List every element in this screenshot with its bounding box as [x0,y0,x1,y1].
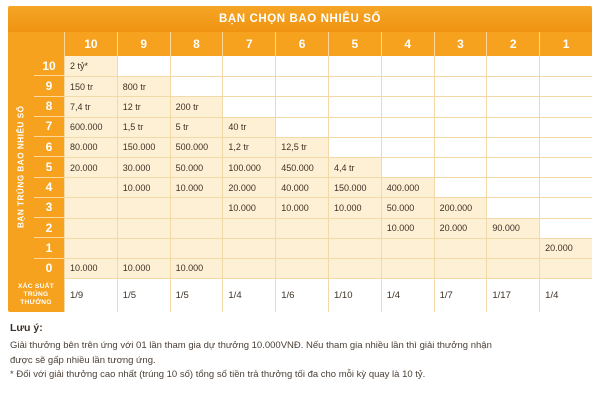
prize-cell [117,218,170,238]
prize-cell [434,117,487,137]
probability-cell: 1/4 [222,278,275,312]
probability-cell: 1/5 [170,278,223,312]
probability-cell: 1/7 [434,278,487,312]
prize-cell [539,96,592,116]
prize-cell [222,258,275,278]
prize-cell: 80.000 [64,137,117,157]
prize-cell [486,238,539,258]
row-number: 9 [34,75,64,95]
prize-cell [381,76,434,96]
prize-cell [434,258,487,278]
prize-cell [539,56,592,76]
column-header-cell: 2 [486,32,539,56]
prize-cell [539,76,592,96]
prize-cell: 400.000 [381,177,434,197]
prize-cell [64,218,117,238]
prize-cell: 30.000 [117,157,170,177]
table-row [64,96,592,116]
table-row [64,258,592,278]
prize-cell [328,258,381,278]
prize-cell: 10.000 [328,197,381,217]
prize-cell: 200 tr [170,96,223,116]
column-header-cell: 9 [117,32,170,56]
prize-cell [539,177,592,197]
prize-cell: 2 tỷ* [64,56,117,76]
prize-cell: 5 tr [170,117,223,137]
prize-cell [381,238,434,258]
prize-cell: 150.000 [117,137,170,157]
probability-cell: 1/17 [486,278,539,312]
prize-cell [539,218,592,238]
column-header-cell: 3 [434,32,487,56]
prize-cell: 10.000 [170,258,223,278]
prize-cell: 10.000 [64,258,117,278]
prize-cell: 40 tr [222,117,275,137]
prize-cell [328,238,381,258]
column-header-row [8,32,592,56]
prize-cell: 500.000 [170,137,223,157]
prize-cell [275,96,328,116]
prize-cell [539,197,592,217]
prize-cell [434,157,487,177]
table-body [8,56,592,278]
prize-cell: 10.000 [117,258,170,278]
row-number: 1 [34,237,64,257]
prize-cell [64,238,117,258]
prize-cell [328,117,381,137]
prize-cell [275,218,328,238]
column-header-cell: 7 [222,32,275,56]
prize-cell [275,258,328,278]
prize-cell: 800 tr [117,76,170,96]
prize-cell: 450.000 [275,157,328,177]
prize-cell: 12 tr [117,96,170,116]
prize-cell [381,96,434,116]
table-row [64,117,592,137]
prize-cell [328,96,381,116]
row-number: 0 [34,258,64,278]
prize-cell: 12,5 tr [275,137,328,157]
prize-cell: 1,5 tr [117,117,170,137]
prize-cell [170,56,223,76]
probability-cell: 1/4 [381,278,434,312]
prize-cell [275,117,328,137]
prize-cell [539,137,592,157]
prize-cell [434,238,487,258]
table-row [64,76,592,96]
prize-cell [486,76,539,96]
prize-cell [434,96,487,116]
row-number: 2 [34,217,64,237]
header-corner-cell [8,32,64,56]
probability-row [8,278,592,312]
prize-cell [381,157,434,177]
row-number-list [34,56,64,278]
notes-line-1: Giải thưởng bên trên ứng với 01 lần tham gia dự thưởng 10.000VNĐ. Nếu tham gia nhiều lần thì giải thưởng nhận [10,340,492,351]
column-header-cell: 6 [275,32,328,56]
prize-cell [486,157,539,177]
row-number: 7 [34,116,64,136]
column-header-cell: 8 [170,32,223,56]
prize-cell: 4,4 tr [328,157,381,177]
row-number: 5 [34,156,64,176]
page-title: BẠN CHỌN BAO NHIÊU SỐ [8,6,592,32]
probability-cell: 1/5 [117,278,170,312]
prize-cell: 600.000 [64,117,117,137]
prize-cell [381,258,434,278]
prize-cell [275,76,328,96]
prize-cell [328,56,381,76]
table-row [64,197,592,217]
prize-cell: 40.000 [275,177,328,197]
row-axis-label: BẠN TRÚNG BAO NHIÊU SỐ [16,105,26,229]
prize-cell [328,137,381,157]
prize-cell [222,56,275,76]
table-row [64,218,592,238]
prize-cell [64,197,117,217]
prize-cell [328,76,381,96]
row-number: 10 [42,58,56,73]
prize-cell: 20.000 [222,177,275,197]
prize-cell [222,218,275,238]
probability-row-label: XÁC SUẤT TRÚNG THƯỞNG [8,278,64,312]
prize-cell [170,76,223,96]
prize-cell: 150.000 [328,177,381,197]
column-header-cell: 1 [539,32,592,56]
prize-cell: 50.000 [381,197,434,217]
prize-cell: 10.000 [170,177,223,197]
prize-cell [222,96,275,116]
row-number: 4 [34,177,64,197]
prize-cell [117,56,170,76]
column-header-cell: 5 [328,32,381,56]
prize-cell [222,76,275,96]
prize-cell [486,56,539,76]
prize-cell [170,238,223,258]
prize-cell: 50.000 [170,157,223,177]
prize-cell [434,76,487,96]
prize-cell [539,117,592,137]
prize-cell: 20.000 [64,157,117,177]
prize-cell: 10.000 [275,197,328,217]
prize-cell [434,177,487,197]
prize-cell: 1,2 tr [222,137,275,157]
prize-cell [486,96,539,116]
probability-cell: 1/9 [64,278,117,312]
table-row [64,238,592,258]
column-header-cell: 10 [64,32,117,56]
prize-cell [275,56,328,76]
prize-cell: 7,4 tr [64,96,117,116]
prize-cell [222,238,275,258]
prize-cell [170,197,223,217]
column-header-cell: 4 [381,32,434,56]
prize-cell [486,137,539,157]
table-row [64,177,592,197]
prize-cell: 200.000 [434,197,487,217]
prize-cell: 10.000 [381,218,434,238]
prize-cell [434,137,487,157]
row-number: 3 [34,197,64,217]
table-row [64,56,592,76]
prize-cell [486,117,539,137]
notes-title: Lưu ý: [10,322,43,334]
prize-cell [486,258,539,278]
row-number: 8 [34,96,64,116]
table-row [64,137,592,157]
notes-line-3: * Đối với giải thưởng cao nhất (trúng 10 số) tổng số tiền trả thưởng tối đa cho mỗi kỳ quay là 10 tỷ. [10,369,426,381]
prize-cell [539,157,592,177]
row-label-column [8,56,64,278]
prize-cell: 10.000 [222,197,275,217]
prize-cell [539,258,592,278]
probability-cell: 1/10 [328,278,381,312]
prize-cell [275,238,328,258]
prize-cell: 20.000 [539,238,592,258]
probability-cell: 1/4 [539,278,592,312]
prize-cell [117,238,170,258]
prize-cell [117,197,170,217]
prize-grid [64,56,592,278]
prize-cell [381,117,434,137]
notes-section [10,322,590,383]
probability-cell: 1/6 [275,278,328,312]
notes-line-2: được sẽ gấp nhiều lần tương ứng. [10,354,156,366]
prize-cell: 100.000 [222,157,275,177]
prize-cell: 10.000 [117,177,170,197]
prize-cell [170,218,223,238]
prize-cell [64,177,117,197]
prize-cell [486,177,539,197]
prize-cell [486,197,539,217]
prize-cell [434,56,487,76]
prize-cell: 20.000 [434,218,487,238]
prize-cell: 90.000 [486,218,539,238]
prize-cell [381,56,434,76]
prize-cell [381,137,434,157]
prize-cell: 150 tr [64,76,117,96]
table-row [64,157,592,177]
row-number: 6 [34,136,64,156]
prize-cell [328,218,381,238]
